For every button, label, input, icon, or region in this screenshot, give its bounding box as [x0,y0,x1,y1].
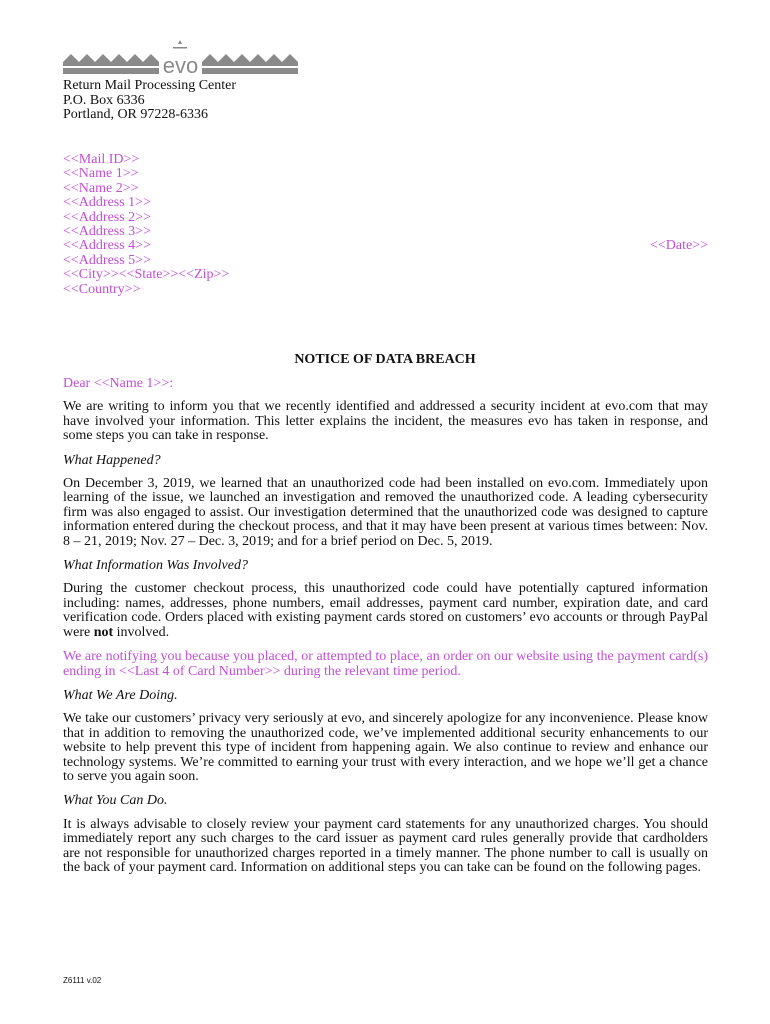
recipient-city-state-zip: <<City>><<State>><<Zip>> [63,267,230,283]
information-text-end: involved. [113,624,170,640]
evo-logo [63,38,298,78]
recipient-block [63,153,229,297]
mountain-pattern-left [63,54,159,74]
section-heading-what-we-are-doing: What We Are Doing. [63,687,178,703]
recipient-address-5: <<Address 5>> [63,252,151,268]
recipient-address-1: <<Address 1>> [63,195,151,211]
return-address-line: P.O. Box 6336 [63,92,145,108]
recipient-address-2: <<Address 2>> [63,209,151,225]
what-you-can-do-paragraph: It is always advisable to closely review your payment card statements for any unauthorized charges. You should immediately report any such charges to the card issuer as payment card rules generally provide that cardholders are not responsible for unauthorized charges reported in a timely manner. The phone number to call is usually on the back of your payment card. Information on additional steps you can take can be found on the following pages. [63,816,708,875]
section-heading-information: What Information Was Involved? [63,558,248,574]
notification-paragraph: We are notifying you because you placed, or attempted to place, an order on our website using the payment card(s) ending in <<Last 4 of Card Number>> during the relevant time period. [63,649,708,679]
return-address [63,79,236,123]
letter-date: <<Date>> [649,238,708,253]
what-we-are-doing-paragraph: We take our customers’ privacy very seriously at evo, and sincerely apologize for any inconvenience. Please know that in addition to removing the unauthorized code, we’ve implemented additional security enhancements to our website to help prevent this type of incident from happening again. We also continue to review and enhance our technology systems. We’re committed to earning your trust with every interaction, and we hope we’ll get a chance to serve you again soon. [63,711,708,784]
intro-paragraph: We are writing to inform you that we recently identified and addressed a security incident at evo.com that may have involved your information. This letter explains the incident, the measures evo has taken in response, and some steps you can take in response. [63,399,708,444]
information-emphasis: not [93,624,114,640]
evo-emblem-icon [173,40,187,49]
recipient-country: <<Country>> [63,281,141,297]
return-address-line: Portland, OR 97228-6336 [63,107,209,122]
section-heading-what-you-can-do: What You Can Do. [63,793,168,809]
recipient-name-1: <<Name 1>> [63,166,139,182]
letter-body [63,377,708,885]
recipient-address-4: <<Address 4>> [63,238,151,254]
recipient-name-2: <<Name 2>> [63,180,139,196]
letter-title: NOTICE OF DATA BREACH [294,352,476,367]
logo-text: evo [162,53,199,78]
information-text: During the customer checkout process, this unauthorized code could have potentially captured information including: names, addresses, phone numbers, email addresses, payment card number, expiration date, and card verification code. Orders placed with existing payment cards stored on customers’ evo accounts or through PayPal were [63,581,708,640]
salutation: Dear <<Name 1>>: [63,376,174,391]
form-code: Z6111 v.02 [63,976,102,985]
what-happened-paragraph: On December 3, 2019, we learned that an unauthorized code had been installed on evo.com. Immediately upon learning of the issue, we launched an investigation and removed the unauthorized code. A leading cybersecurity firm was also engaged to assist. Our investigation determined that the unauthorized code was designed to capture information entered during the checkout process, and that it may have been present at various times between: Nov. 8 – 21, 2019; Nov. 27 – Dec. 3, 2019; and for a brief period on Dec. 5, 2019. [63,476,708,549]
recipient-address-3: <<Address 3>> [63,224,151,240]
information-paragraph [63,582,708,640]
mountain-pattern-right [202,54,298,74]
section-heading-what-happened: What Happened? [63,452,161,468]
return-address-line: Return Mail Processing Center [63,78,237,93]
recipient-mail-id: <<Mail ID>> [63,152,140,167]
